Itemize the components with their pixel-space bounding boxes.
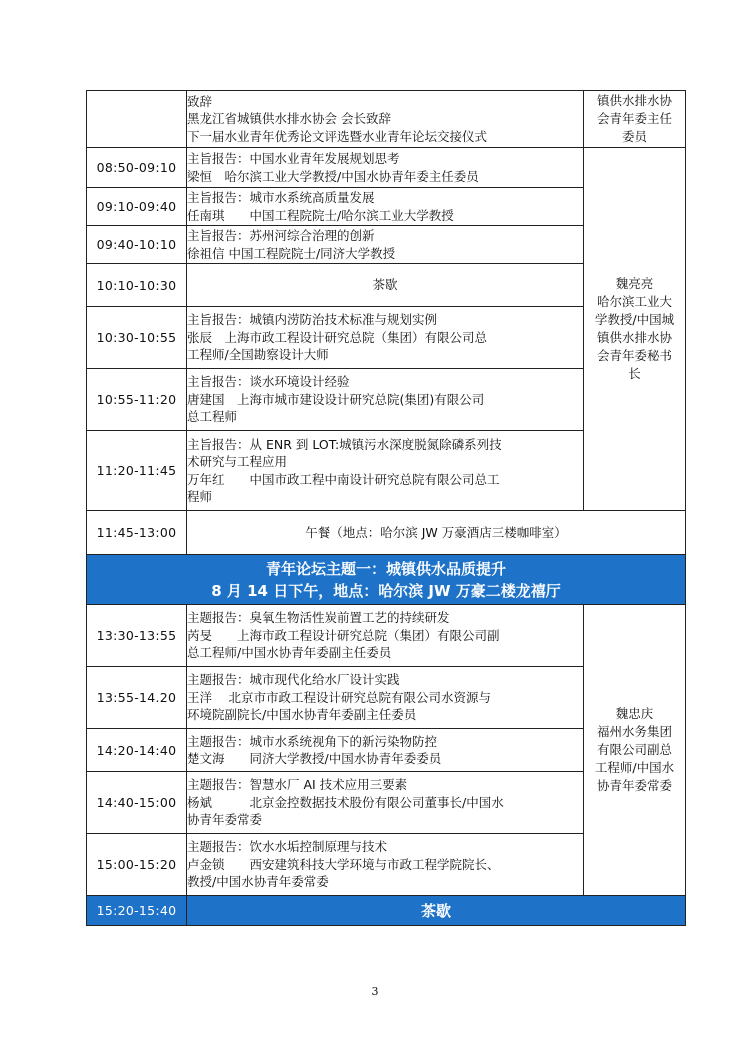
session-cell [187,772,584,834]
session-line: 主题报告：饮水水垢控制原理与技术 [187,839,388,855]
session-line: 唐建国 上海市城市建设设计研究总院(集团)有限公司 [187,391,485,407]
session-line: 主旨报告：中国水业青年发展规划思考 [187,151,400,166]
banner-title: 青年论坛主题一：城镇供水品质提升 [265,559,506,578]
time-cell: 15:00-15:20 [87,834,187,896]
moderator-line: 魏亮亮 [615,276,654,291]
moderator-line: 有限公司副总 [596,742,672,757]
moderator-cell [584,91,686,148]
session-cell [187,667,584,729]
time-cell [87,91,187,148]
break-cell: 茶歇 [187,896,686,926]
time-cell: 10:30-10:55 [87,307,187,369]
time-cell: 13:30-13:55 [87,605,187,667]
moderator-line: 学教授/中国城 [594,312,675,327]
session-cell [187,605,584,667]
session-cell [187,307,584,369]
moderator-cell [584,605,686,896]
moderator-line: 会青年委秘书 [596,348,672,363]
session-line: 主旨报告：从 ENR 到 LOT:城镇污水深度脱氮除磷系列技 [187,436,502,452]
session-line: 黑龙江省城镇供水排水协会 会长致辞 [187,111,391,127]
session-line: 工程师/全国勘察设计大师 [187,347,329,363]
table-row [87,555,686,605]
session-line: 主题报告：臭氧生物活性炭前置工艺的持续研发 [187,610,450,626]
time-cell: 13:55-14.20 [87,667,187,729]
session-line: 术研究与工程应用 [187,454,288,469]
lunch-cell: 午餐（地点：哈尔滨 JW 万豪酒店三楼咖啡室） [187,511,686,555]
time-cell: 11:20-11:45 [87,431,187,511]
time-cell: 15:20-15:40 [87,896,187,926]
time-cell: 09:10-09:40 [87,188,187,226]
time-cell: 14:40-15:00 [87,772,187,834]
session-cell [187,834,584,896]
time-cell: 08:50-09:10 [87,148,187,188]
session-line: 总工程师 [187,409,238,425]
session-line: 芮旻 上海市政工程设计研究总院（集团）有限公司副 [187,627,500,643]
moderator-line: 镇供水排水协 [596,330,672,345]
session-line: 协青年委常委 [187,812,263,828]
session-line: 徐祖信 中国工程院院士/同济大学教授 [187,245,396,261]
time-cell: 14:20-14:40 [87,729,187,772]
break-cell: 茶歇 [187,264,584,307]
session-line: 环境院副院长/中国水协青年委副主任委员 [187,707,417,723]
session-cell [187,148,584,188]
moderator-cell [584,148,686,511]
moderator-line: 福州水务集团 [596,724,672,739]
page-number: 3 [371,985,379,998]
moderator-line: 长 [628,366,641,381]
moderator-line: 会青年委主任 [596,111,672,126]
session-line: 主旨报告：谈水环境设计经验 [187,374,350,390]
session-line: 主旨报告：城镇内涝防治技术标准与规划实例 [187,312,438,328]
session-line: 王洋 北京市市政工程设计研究总院有限公司水资源与 [187,689,491,705]
session-line: 程师 [187,489,213,504]
session-cell [187,226,584,264]
session-line: 总工程师/中国水协青年委副主任委员 [187,645,392,661]
table-row [87,511,686,555]
moderator-line: 魏忠庆 [615,706,654,721]
session-line: 致辞 [187,93,213,109]
session-cell [187,188,584,226]
time-cell: 09:40-10:10 [87,226,187,264]
agenda-table [86,90,686,926]
banner-subtitle: 8 月 14 日下午，地点：哈尔滨 JW 万豪二楼龙禧厅 [211,581,561,600]
table-row [87,91,686,148]
session-line: 卢金锁 西安建筑科技大学环境与市政工程学院院长、 [187,856,500,872]
session-line: 万年红 中国市政工程中南设计研究总院有限公司总工 [187,471,500,487]
table-row [87,148,686,188]
session-line: 教授/中国水协青年委常委 [187,874,329,890]
session-line: 主题报告：城市现代化给水厂设计实践 [187,672,400,688]
session-line: 杨斌 北京金控数据技术股份有限公司董事长/中国水 [187,794,504,810]
session-line: 张辰 上海市政工程设计研究总院（集团）有限公司总 [187,329,488,345]
session-cell [187,369,584,431]
session-cell [187,91,584,148]
section-banner [87,555,686,605]
time-cell: 10:10-10:30 [87,264,187,307]
table-row [87,605,686,667]
session-cell [187,431,584,511]
moderator-line: 工程师/中国水 [594,760,675,775]
session-line: 任南琪 中国工程院院士/哈尔滨工业大学教授 [187,207,454,223]
moderator-line: 协青年委常委 [596,778,672,793]
time-cell: 10:55-11:20 [87,369,187,431]
moderator-line: 委员 [621,129,647,144]
session-line: 主旨报告：苏州河综合治理的创新 [187,228,375,243]
session-cell [187,729,584,772]
session-line: 下一届水业青年优秀论文评选暨水业青年论坛交接仪式 [187,128,488,144]
table-row [87,896,686,926]
session-line: 梁恒 哈尔滨工业大学教授/中国水协青年委主任委员 [187,168,479,184]
moderator-line: 哈尔滨工业大 [596,294,672,309]
moderator-line: 镇供水排水协 [596,93,672,108]
session-line: 主题报告：智慧水厂 AI 技术应用三要素 [187,777,408,793]
session-line: 主题报告：城市水系统视角下的新污染物防控 [187,733,438,749]
time-cell: 11:45-13:00 [87,511,187,555]
session-line: 主旨报告：城市水系统高质量发展 [187,190,375,205]
session-line: 楚文海 同济大学教授/中国水协青年委委员 [187,751,442,766]
